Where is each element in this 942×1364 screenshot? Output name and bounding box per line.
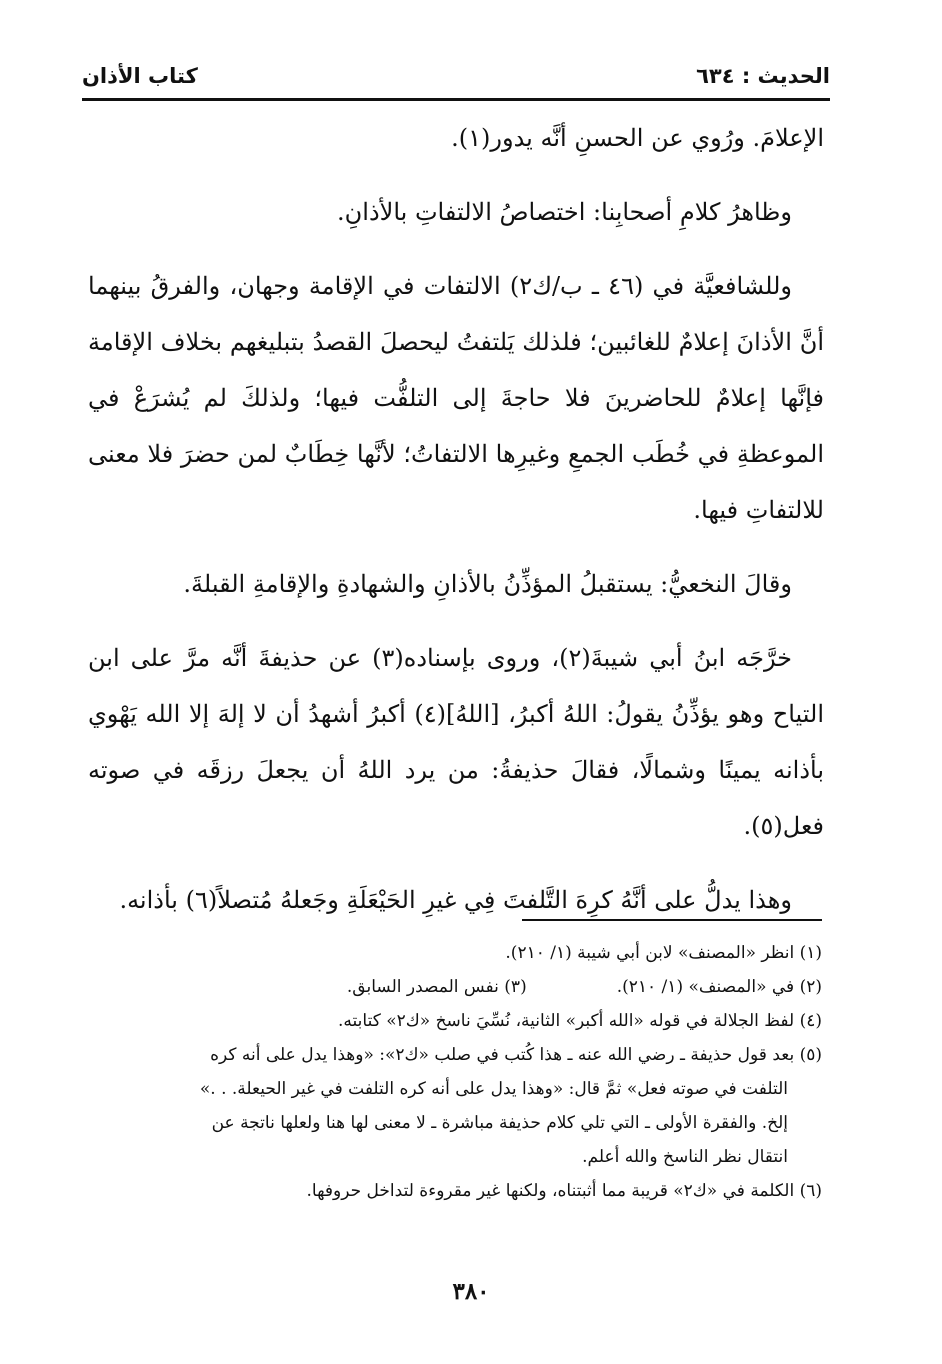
footnote-5-line: انتقال نظر الناسخ والله أعلم. xyxy=(582,1147,788,1167)
footnote-2: (٢) في «المصنف» (١/ ٢١٠). xyxy=(616,977,822,997)
running-header xyxy=(82,54,830,101)
footnote-row xyxy=(78,970,822,1004)
book-title: كتاب الأذان xyxy=(82,64,198,88)
footnote-1: (١) انظر «المصنف» لابن أبي شيبة (١/ ٢١٠). xyxy=(505,943,822,963)
footnote-separator xyxy=(522,919,822,921)
footnote-5-line: (٥) بعد قول حذيفة ـ رضي الله عنه ـ هذا كُتب في صلب «ك٢»: «وهذا يدل على أنه كره xyxy=(210,1045,822,1065)
paragraph: وظاهرُ كلامِ أصحابِنا: اختصاصُ الالتفاتِ بالأذانِ. xyxy=(337,198,792,226)
footnote-4: (٤) لفظ الجلالة في قوله «الله أكبر» الثانية، نُسِّيَ ناسخ «ك٢» كتابته. xyxy=(338,1011,822,1031)
paragraph: وقالَ النخعيُّ: يستقبلُ المؤذِّنُ بالأذانِ والشهادةِ والإقامةِ القبلةَ. xyxy=(183,570,792,598)
paragraph: وللشافعيَّة في (٤٦ ـ ب/ك٢) الالتفات في الإقامة وجهان، والفرقُ بينهما أنَّ الأذانَ إعلامٌ للغائبين؛ فلذلك يَلتفتُ ليحصلَ القصدُ بتبليغهم بخلاف الإقامة فإنَّها إعلامٌ للحاضرينَ فلا حاجةَ إلى التلفُّت فيها؛ ولذلكَ لم يُشرَعْ في الموعظةِ في خُطَب الجمعِ وغيرِها الالتفاتُ؛ لأنَّها خِطَابٌ لمن حضرَ فلا معنى للالتفاتِ فيها. xyxy=(88,272,824,524)
footnote-3: (٣) نفس المصدر السابق. xyxy=(346,977,527,997)
footnote-6: (٦) الكلمة في «ك٢» قريبة مما أثبتناه، ولكنها غير مقروءة لتداخل حروفها. xyxy=(306,1181,822,1201)
footnote-5-line: التلفت في صوته فعل» ثمَّ قال: «وهذا يدل على أنه كره التلفت في غير الحيعلة. . .» xyxy=(199,1079,788,1099)
page-number: ٣٨٠ xyxy=(452,1278,490,1305)
footnotes xyxy=(78,936,822,1208)
paragraph: خرَّجَه ابنُ أبي شيبةَ(٢)، وروى بإسناده(٣) عن حذيفةَ أنَّه مرَّ على ابن التياح وهو يؤذِّنُ يقولُ: اللهُ أكبرُ، [اللهُ](٤) أكبرُ أشهدُ أن لا إلهَ إلا الله يَهْوي بأذانه يمينًا وشمالًا، فقالَ حذيفةُ: من يرد اللهُ أن يجعلَ رزقَه في صوته فعل(٥). xyxy=(88,644,825,840)
hadith-number: الحديث : ٦٣٤ xyxy=(696,64,830,88)
paragraph: الإعلامَ. ورُوي عن الحسنِ أنَّه يدور(١). xyxy=(451,124,824,152)
main-text xyxy=(88,104,824,946)
paragraph: وهذا يدلُّ على أنَّهُ كرِهَ التَّلفتَ فِي غيرِ الحَيْعَلَةِ وجَعلهُ مُتصلاً(٦) بأذانه. xyxy=(119,886,792,914)
footnote-5-line: إلخ. والفقرة الأولى ـ التي تلي كلام حذيفة مباشرة ـ لا معنى لها هنا ولعلها ناتجة عن xyxy=(211,1113,788,1133)
